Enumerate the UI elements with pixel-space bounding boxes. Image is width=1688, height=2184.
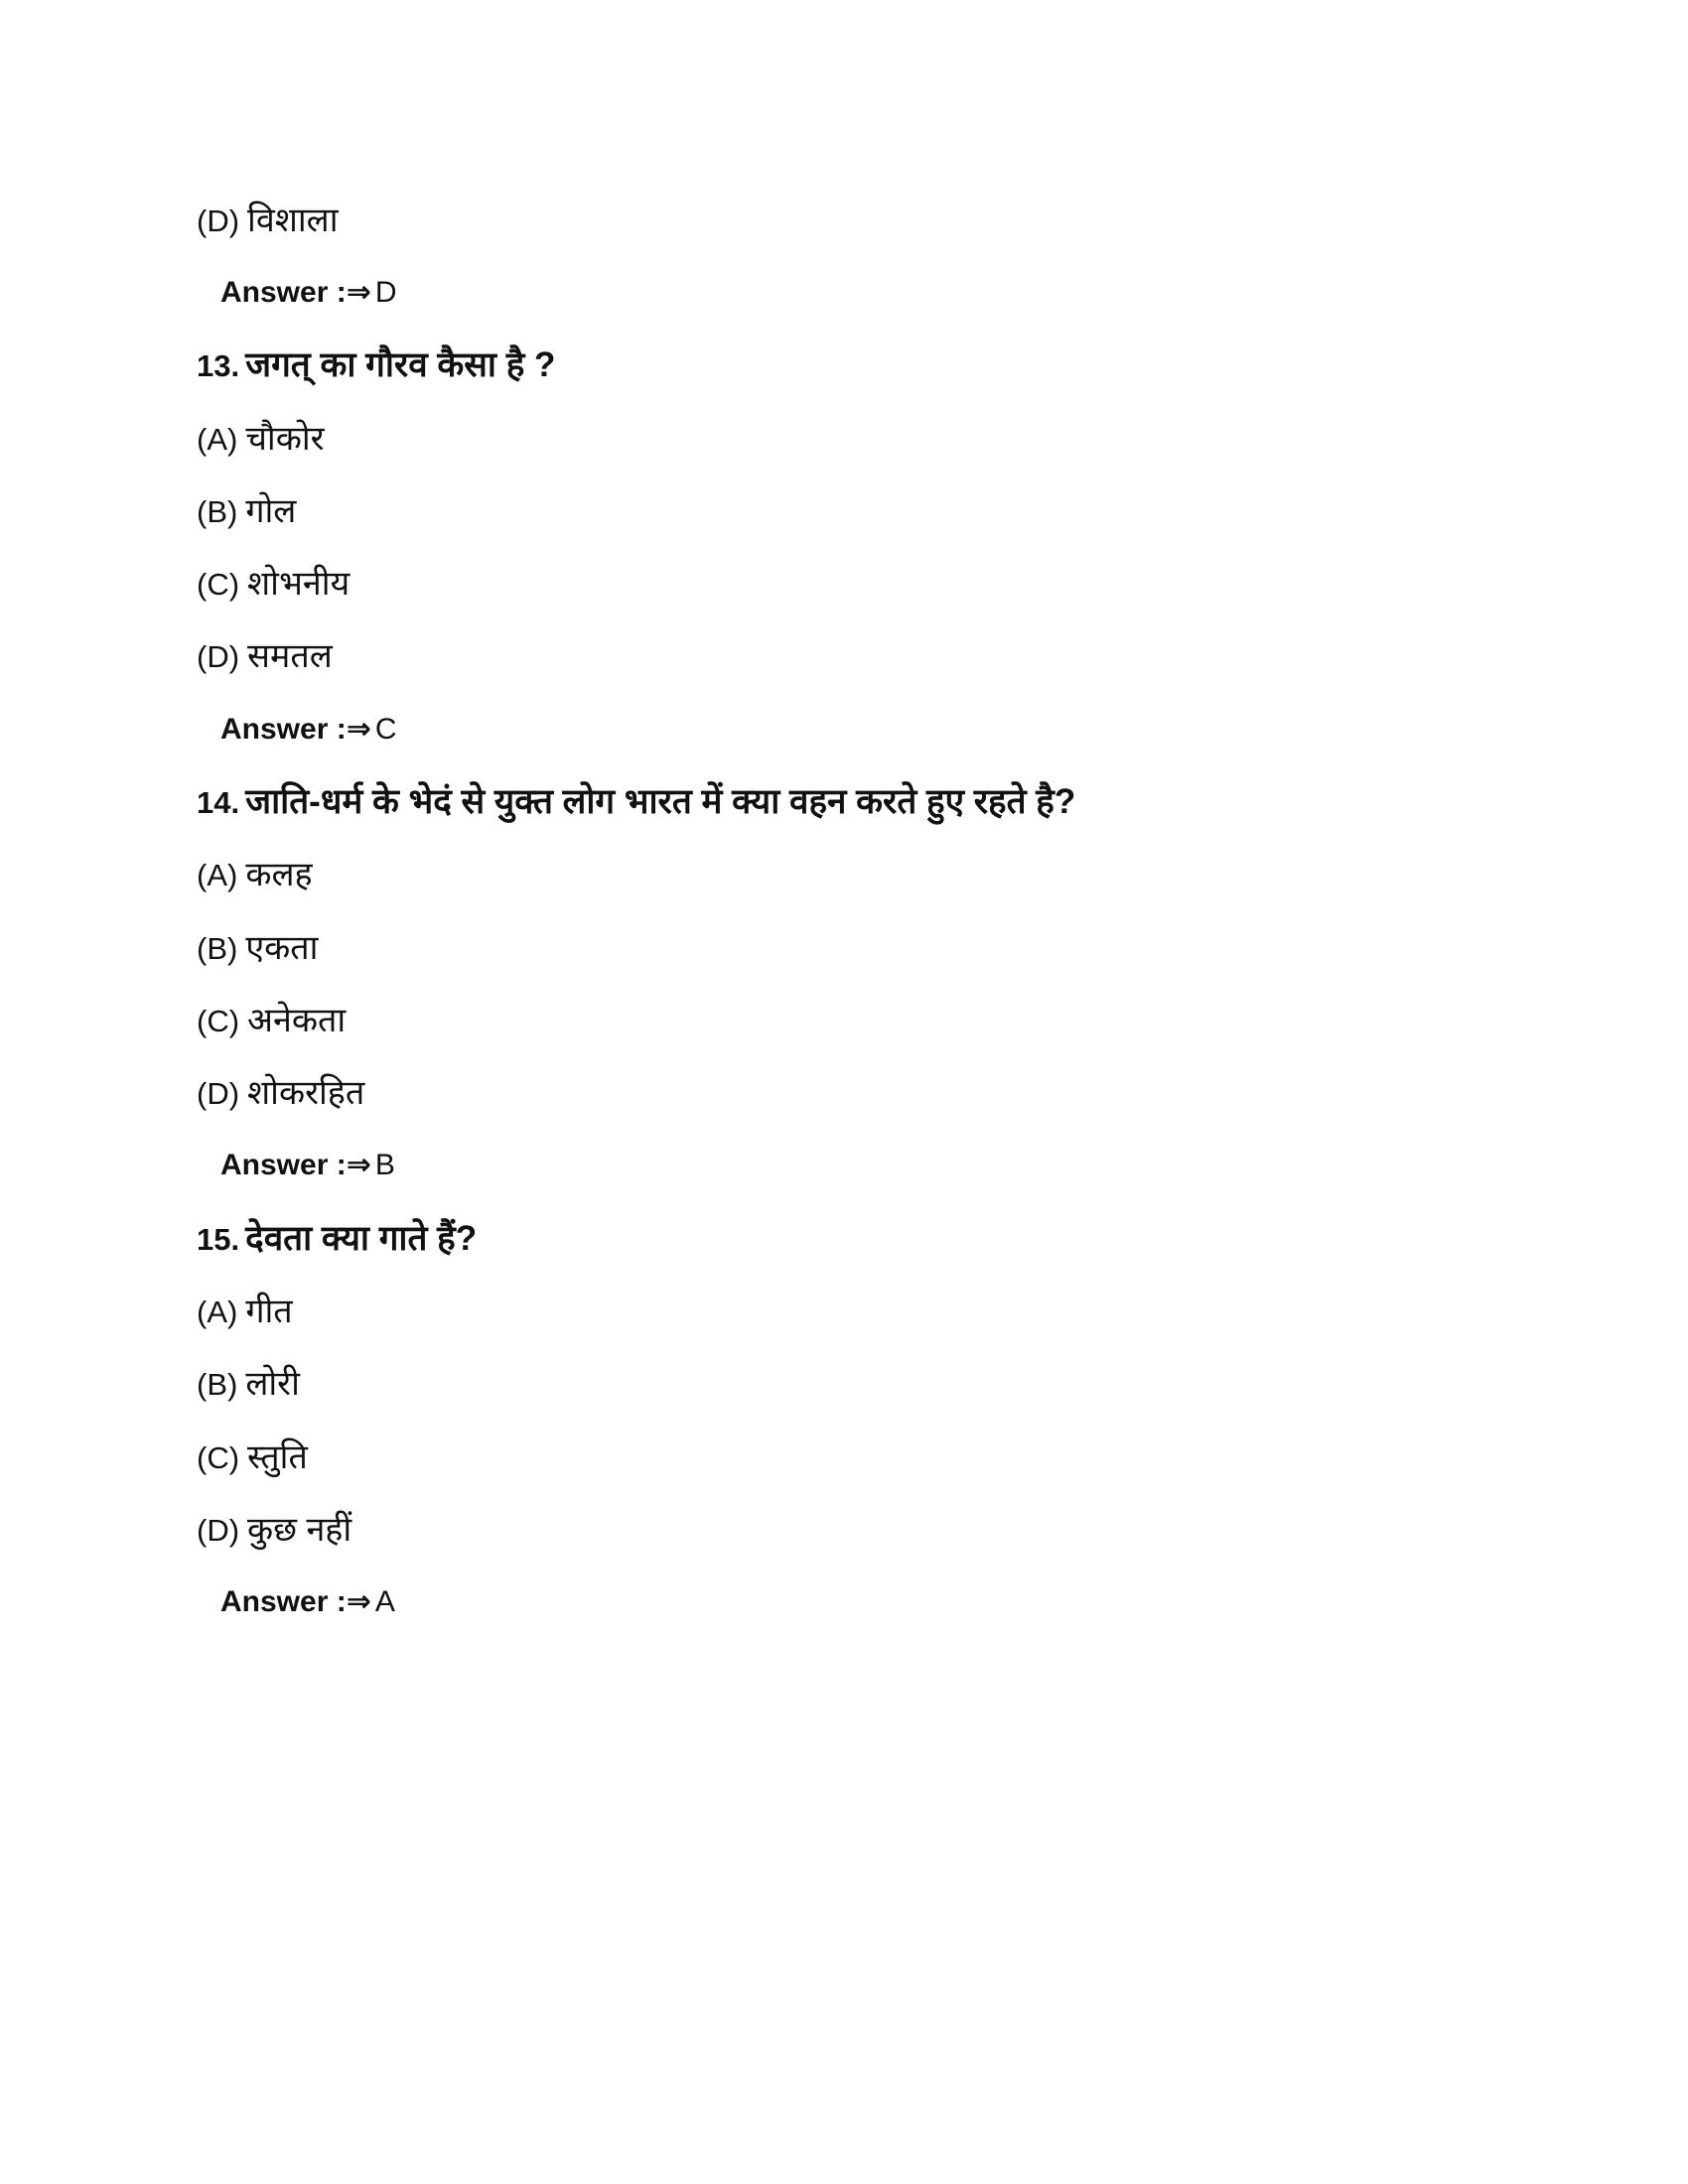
option-letter: (A)	[197, 858, 238, 892]
answer-line	[220, 700, 397, 759]
option-letter: (D)	[197, 1076, 240, 1111]
option-text: चौकोर	[245, 420, 325, 458]
option-letter: (C)	[197, 567, 240, 602]
option-b	[197, 481, 296, 541]
option-letter: (A)	[197, 1295, 238, 1329]
arrow-icon: ⇒	[346, 1149, 371, 1181]
question-text: जाति-धर्म के भेदं से युक्त लोग भारत में क्या वहन करते हुए रहते है?	[245, 782, 1076, 821]
option-letter: (C)	[197, 1440, 240, 1475]
question-number: 15.	[197, 1222, 240, 1257]
answer-label: Answer :	[220, 1149, 347, 1181]
question-14	[197, 772, 1075, 832]
question-15	[197, 1209, 477, 1269]
answer-label: Answer :	[220, 1585, 347, 1618]
question-13	[197, 336, 555, 395]
option-d	[197, 626, 333, 686]
question-number: 13.	[197, 348, 240, 383]
option-letter: (D)	[197, 639, 240, 674]
option-text: शोकरहित	[247, 1074, 365, 1112]
option-c	[197, 991, 346, 1050]
option-letter: (B)	[197, 931, 238, 966]
arrow-icon: ⇒	[346, 1585, 371, 1618]
option-text: समतल	[247, 637, 333, 675]
option-d	[197, 1063, 364, 1123]
answer-value: D	[374, 276, 397, 309]
answer-value: C	[374, 713, 397, 746]
option-text: विशाला	[247, 202, 339, 239]
option-letter: (D)	[197, 1513, 240, 1548]
question-number: 14.	[197, 785, 240, 820]
option-text: शोभनीय	[247, 565, 351, 603]
option-text: लोरी	[245, 1365, 300, 1403]
answer-line	[220, 263, 397, 323]
answer-line	[220, 1136, 395, 1195]
option-text: स्तुति	[247, 1438, 308, 1476]
option-b	[197, 918, 318, 978]
answer-value: A	[374, 1585, 395, 1618]
answer-line	[220, 1572, 395, 1632]
option-letter: (B)	[197, 1367, 238, 1402]
option-text: कुछ नहीं	[247, 1511, 352, 1549]
option-c	[197, 554, 350, 614]
option-a	[197, 1282, 293, 1341]
option-text: गोल	[245, 492, 297, 530]
answer-label: Answer :	[220, 276, 347, 309]
option-b	[197, 1354, 300, 1414]
option-letter: (D)	[197, 204, 240, 238]
option-text: गीत	[245, 1293, 293, 1330]
answer-value: B	[374, 1149, 395, 1181]
option-d	[197, 1500, 352, 1560]
option-text: एकता	[245, 929, 319, 967]
arrow-icon: ⇒	[346, 276, 371, 309]
option-letter: (B)	[197, 494, 238, 529]
option-text: अनेकता	[247, 1002, 347, 1039]
answer-label: Answer :	[220, 713, 347, 746]
option-d	[197, 191, 339, 250]
option-a	[197, 409, 325, 469]
question-text: जगत् का गौरव कैसा है ?	[245, 345, 556, 384]
option-letter: (A)	[197, 422, 238, 457]
option-letter: (C)	[197, 1004, 240, 1038]
option-c	[197, 1428, 308, 1487]
option-a	[197, 845, 313, 904]
arrow-icon: ⇒	[346, 713, 371, 746]
option-text: कलह	[245, 856, 313, 893]
question-text: देवता क्या गाते हैं?	[245, 1219, 478, 1258]
